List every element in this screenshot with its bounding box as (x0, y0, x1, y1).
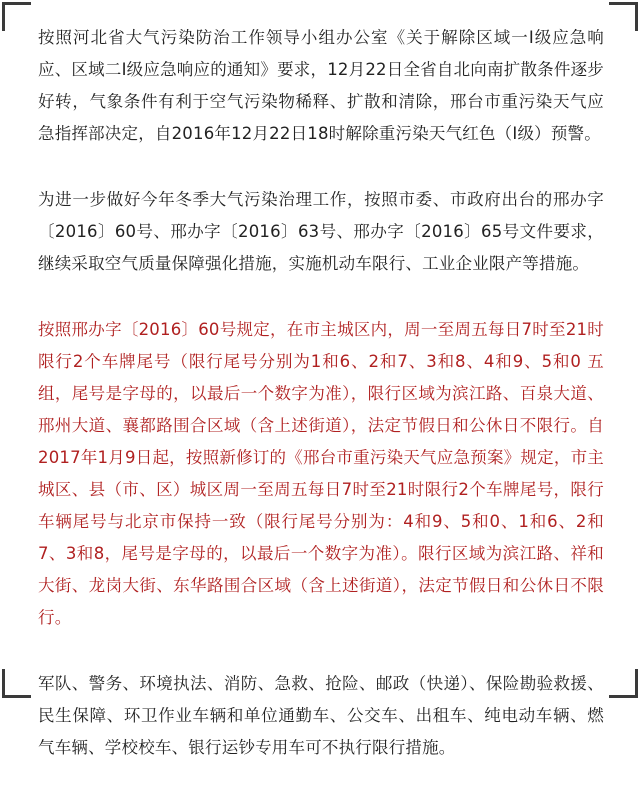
frame-corner-top-left (2, 2, 31, 31)
paragraph-warning-lifted: 按照河北省大气污染防治工作领导小组办公室《关于解除区域一Ⅰ级应急响应、区域二Ⅰ级应急响应的通知》要求，12月22日全省自北向南扩散条件逐步好转，气象条件有利于空气污染物稀释、扩散和清除，邢台市重污染天气应急指挥部决定，自2016年12月22日18时解除重污染天气红色（Ⅰ级）预警。 (38, 28, 604, 143)
frame-corner-top-right (609, 2, 638, 31)
frame-corner-bottom-left (2, 669, 31, 698)
frame-corner-bottom-right (609, 669, 638, 698)
document-body (38, 22, 604, 798)
paragraph-exempt-vehicles: 军队、警务、环境执法、消防、急救、抢险、邮政（快递）、保险勘验救援、民生保障、环卫作业车辆和单位通勤车、公交车、出租车、纯电动车辆、燃气车辆、学校校车、银行运钞专用车可不执行限行措施。 (38, 674, 604, 757)
paragraph-control-measures: 为进一步做好今年冬季大气污染治理工作，按照市委、市政府出台的邢办字〔2016〕60号、邢办字〔2016〕63号、邢办字〔2016〕65号文件要求，继续采取空气质量保障强化措施，实施机动车限行、工业企业限产等措施。 (38, 190, 604, 273)
paragraph-traffic-restriction-rules: 按照邢办字〔2016〕60号规定，在市主城区内，周一至周五每日7时至21时限行2个车牌尾号（限行尾号分别为1和6、2和7、3和8、4和9、5和0 五组，尾号是字母的，以最后一个数字为准），限行区域为滨江路、百泉大道、邢州大道、襄都路围合区域（含上述街道），法定节假日和公休日不限行。自2017年1月9日起，按照新修订的《邢台市重污染天气应急预案》规定，市主城区、县（市、区）城区周一至周五每日7时至21时限行2个车牌尾号，限行车辆尾号与北京市保持一致（限行尾号分别为：4和9、5和0、1和6、2和7、3和8，尾号是字母的，以最后一个数字为准）。限行区域为滨江路、祥和大街、龙岗大街、东华路围合区域（含上述街道），法定节假日和公休日不限行。 (38, 320, 604, 627)
